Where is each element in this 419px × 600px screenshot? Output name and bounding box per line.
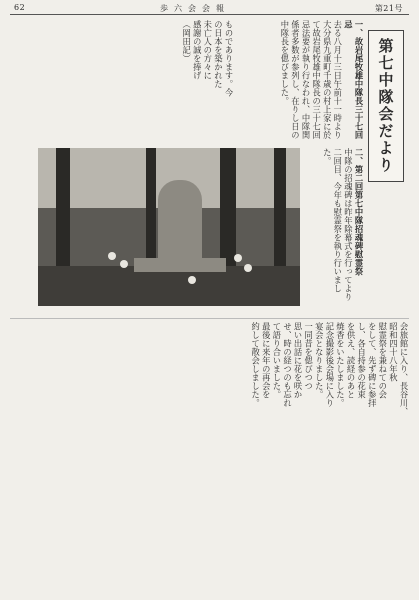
- section-divider: [10, 318, 409, 319]
- article-2-body: 中隊の招魂碑は昨年除幕式を行ってより二回目、今年も慰霊祭を執り行いました。: [322, 148, 354, 301]
- article-1-continued: ものであります。今 の日本を築かれた 未亡人の方々に 感謝の誠を捧げ （岡田記）: [181, 20, 234, 97]
- article-2-heading: 二、第二回第七中隊招魂碑慰霊祭: [354, 148, 364, 276]
- newsletter-title: 歩六会会報: [160, 4, 230, 13]
- article-2: [300, 148, 364, 308]
- issue-number: 第21号: [374, 4, 403, 13]
- memorial-photo: [38, 148, 300, 306]
- author-credit: （岡田記）: [181, 20, 192, 63]
- article-1-body: 去る八月十三日午前十一時より大分県九重町千歳の村上家に於て故岩尾牧雄中隊長の三十七回忌法要が執り行なわれ、中隊関係者多数が参列し、在りし日の中隊長を偲びました。: [279, 20, 343, 139]
- article-2-continued: 会旅館に入り、長谷川、 昭和四十八年秋 慰霊祭を兼ねての会 をして、先ず碑に参拝 し、各自持参の花束 を供え、読経のあと 焼香をいたしました。 記念撮影後会場に入り 宴会となりました。 一同昔を偲びつつ 思い出話に花を咲か せ、時の経つのも忘れ て語り合いました。 最後に来年の再会を 約して散会しました。: [250, 322, 409, 416]
- article-1: [236, 20, 364, 142]
- header-rule: [10, 14, 409, 15]
- article-1-heading: 一、故岩尾牧雄中隊長三十七回忌: [343, 20, 364, 139]
- section-title: 第七中隊会だより: [368, 30, 404, 182]
- page-number: 62: [14, 3, 26, 12]
